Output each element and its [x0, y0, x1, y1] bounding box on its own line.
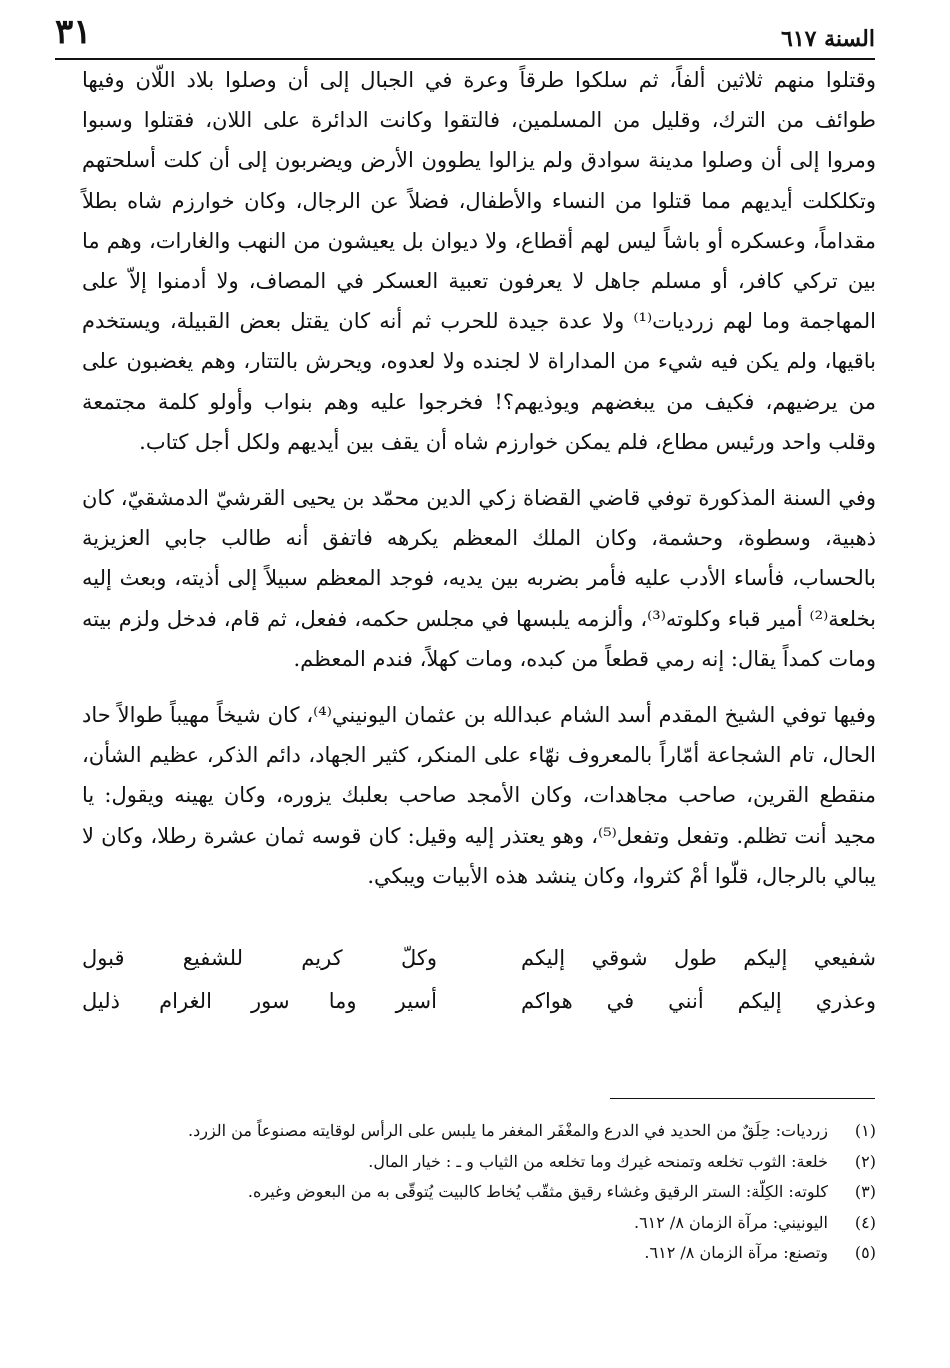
footnote: [60, 1238, 876, 1269]
page-number: ٣١: [55, 12, 92, 52]
footnote-number: (١): [854, 1121, 876, 1140]
running-head: السنة ٦١٧: [781, 26, 875, 52]
footnotes: [60, 1116, 876, 1269]
footnote-text: زرديات: حِلَقٌ من الحديد في الدرع والمغْفَر المغفر ما يلبس على الرأس لوقايته مصنوعاً من الزرد.: [188, 1121, 828, 1140]
footnote-number: (٣): [854, 1182, 876, 1201]
verse-second-hemistich: وكلّ كريم للشفيع قبول: [82, 946, 437, 970]
verse-first-hemistich: شفيعي إليكم طول شوقي إليكم: [521, 946, 876, 970]
footnote: [60, 1208, 876, 1239]
footnote: [60, 1147, 876, 1178]
footnote-number: (٢): [854, 1151, 876, 1171]
paragraph-3: وفيها توفي الشيخ المقدم أسد الشام عبدالله بن عثمان اليونيني⁽⁴⁾، كان شيخاً مهيباً طوالاً حاد الحال، تام الشجاعة أمّاراً بالمعروف نهّاء على المنكر، كثير الجهاد، دائم الذكر، عظيم الشأن، منقطع القرين، صاحب مجاهدات، وكان الأمجد صاحب بعلبك يزوره، وكان يهينه ويقول: يا مجيد أنت تظلم. وتفعل وتفعل⁽⁵⁾، وهو يعتذر إليه وقيل: كان قوسه ثمان عشرة رطلا، وكان لا يبالي بالرجال، قلّوا أمْ كثروا، وكان ينشد هذه الأبيات ويبكي.: [82, 703, 877, 888]
footnote-text: خلعة: الثوب تخلعه وتمنحه غيرك وما تخلعه من الثياب و ـ : خيار المال.: [368, 1151, 828, 1171]
paragraph-2: وفي السنة المذكورة توفي قاضي القضاة زكي الدين محمّد بن يحيى القرشيّ الدمشقيّ، كان ذهبية، وسطوة، وحشمة، وكان الملك المعظم يكرهه فاتفق أنه طالب جابي العزيزية بالحساب، فأساء الأدب عليه فأمر بضربه بين يديه، فوجد المعظم سبيلاً إلى أذيته، وبعث إليه بخلعة⁽²⁾ أمير قباء وكلوته⁽³⁾، وألزمه يلبسها في مجلس حكمه، ففعل، ثم قام، فدخل ولزم بيته ومات كمداً يقال: إنه رمي قطعاً من كبده، ومات كهلاً، فندم المعظم.: [82, 486, 876, 671]
poem: [82, 937, 876, 1023]
poem-verse: [82, 937, 876, 980]
footnote-number: (٤): [854, 1212, 876, 1232]
footnote-separator: [610, 1098, 875, 1099]
footnote-text: وتصنع: مرآة الزمان ٨/ ٦١٢.: [644, 1243, 828, 1262]
footnote-text: كلوته: الكِلّة: الستر الرقيق وغشاء رقيق مثقّب يُخاط كالبيت يُتوقّى به من البعوض وغيره.: [247, 1182, 828, 1201]
verse-second-hemistich: أسير وما سور الغرام ذليل: [82, 989, 437, 1013]
main-text: [82, 60, 876, 896]
paragraph-1: وقتلوا منهم ثلاثين ألفاً، ثم سلكوا طرقاً وعرة في الجبال إلى أن وصلوا بلاد اللّان وفيها طوائف من الترك، وقليل من المسلمين، فالتقوا وكانت الدائرة على اللان، فقتلوا وسبوا ومروا إلى أن وصلوا مدينة سوادق ولم يزالوا يطوون الأرض ويضربون إلى أن كلت أسلحتهم وتكلكلت أيديهم مما قتلوا من النساء والأطفال، فضلاً عن الرجال، وكان خوارزم شاه بطلاً مقداماً، وعسكره أو باشاً ليس لهم أقطاع، ولا ديوان بل يعيشون من النهب والغارات، وهم ما بين تركي كافر، أو مسلم جاهل لا يعرفون تعبية العسكر في المصاف، ولا أدمنوا إلاّ على المهاجمة وما لهم زرديات⁽¹⁾ ولا عدة جيدة للحرب ثم أنه كان يقتل بعض القبيلة، ويستخدم باقيها، ولم يكن فيه شيء من المداراة لا لجنده ولا لعدوه، ويحرش بالتتار، وهم يغضبون على من يرضيهم، فكيف من يبغضهم ويوذيهم؟! فخرجوا عليه وهم بنواب وأولو كلمة مجتمعة وقلب واحد ورئيس مطاع، فلم يمكن خوارزم شاه أن يقف بين أيديهم ولكل أجل كتاب.: [82, 68, 876, 454]
poem-verse: [82, 980, 876, 1023]
footnote-number: (٥): [854, 1243, 876, 1262]
page-header: [55, 12, 875, 52]
footnote: [60, 1116, 876, 1147]
footnote: [60, 1177, 876, 1208]
verse-first-hemistich: وعذري إليكم أنني في هواكم: [521, 989, 876, 1013]
footnote-text: اليونيني: مرآة الزمان ٨/ ٦١٢.: [633, 1212, 828, 1232]
